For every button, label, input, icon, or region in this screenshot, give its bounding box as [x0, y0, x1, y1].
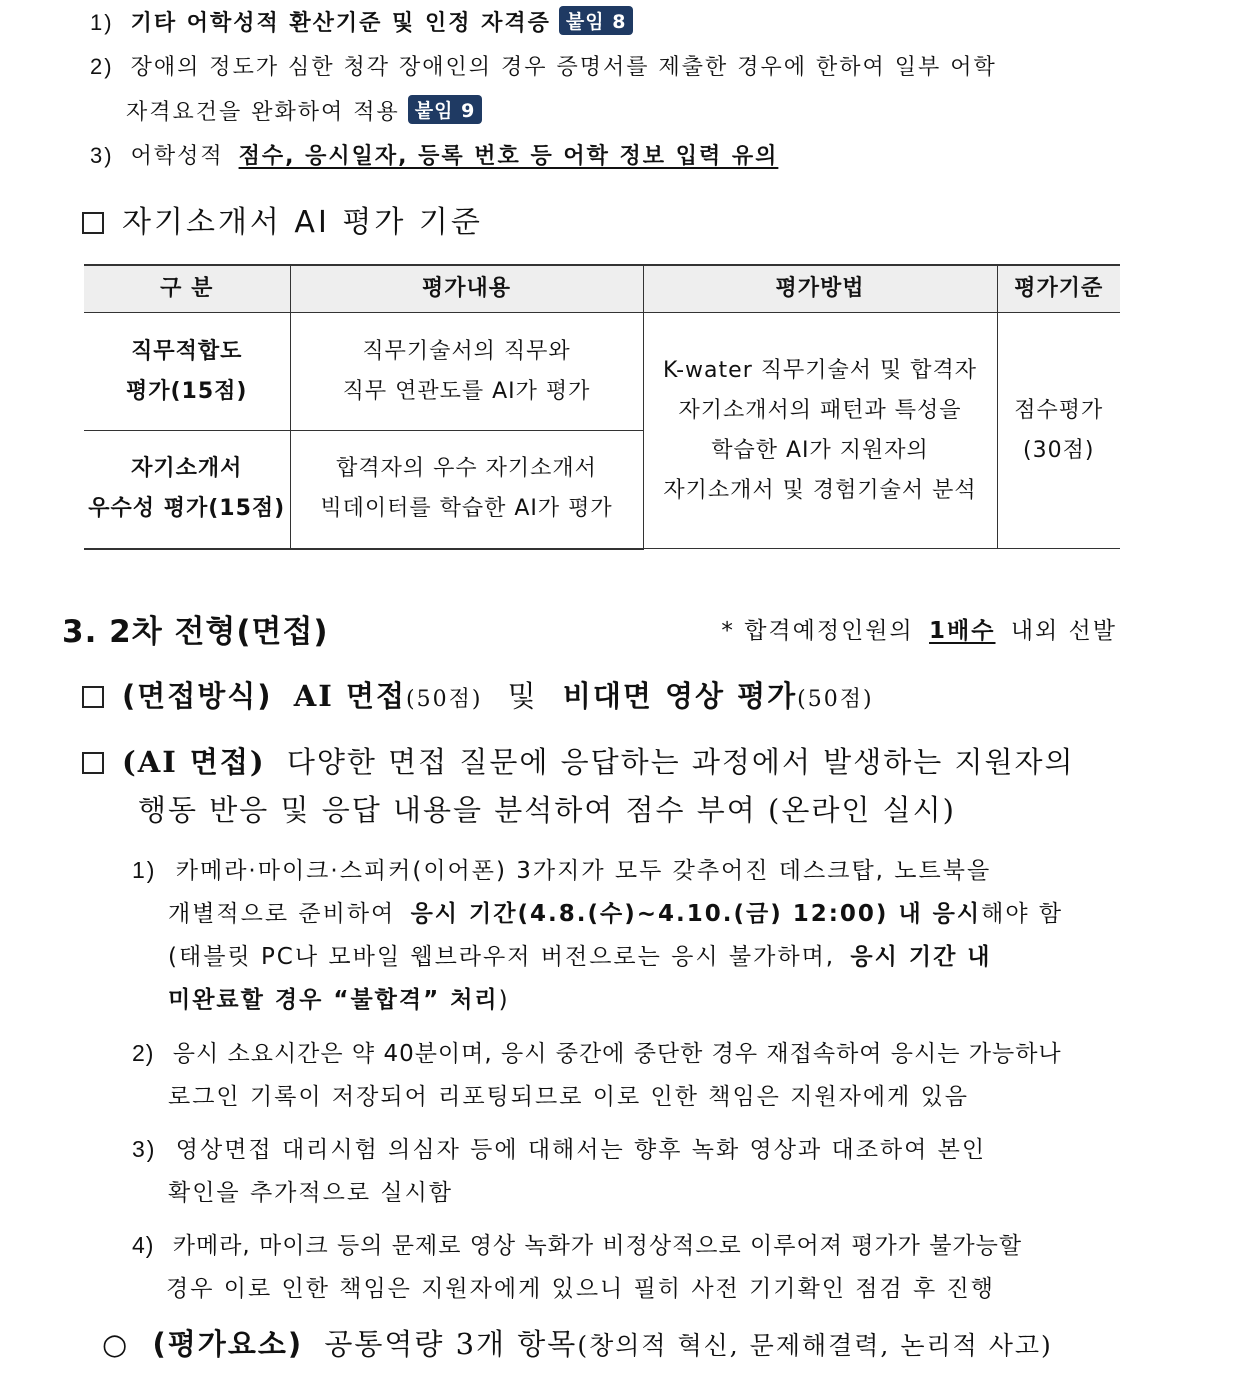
row-category	[84, 431, 290, 549]
item-line-bold: 응시 기간(4.8.(수)~4.10.(금) 12:00) 내 응시	[410, 901, 982, 927]
checkbox-square-icon	[82, 686, 104, 708]
ai-interview-line2: 행동 반응 및 응답 내용을 분석하여 점수 부여 (온라인 실시)	[138, 793, 956, 827]
item-line: 영상면접 대리시험 의심자 등에 대해서는 향후 녹화 영상과 대조하여 본인	[175, 1137, 987, 1163]
method-line: 학습한 AI가 지원자의	[711, 437, 929, 463]
item-number: 2)	[132, 1040, 155, 1066]
table-row	[84, 313, 1120, 431]
criteria-line: 점수평가	[1014, 397, 1104, 423]
ai-eval-heading	[82, 197, 483, 241]
item-text-line2: 자격요건을 완화하여 적용	[126, 100, 400, 125]
item-text-line1: 장애의 정도가 심한 청각 장애인의 경우 증명서를 제출한 경우에 한하여 일부 어학	[130, 55, 997, 80]
table-header-row	[84, 265, 1120, 313]
item-line-bold: 응시 기간 내	[850, 944, 992, 970]
item-line: (태블릿 PC나 모바일 웹브라우저 버전으로는 응시 불가하며,	[168, 944, 836, 970]
item-line: )	[498, 987, 510, 1013]
content-line: 합격자의 우수 자기소개서	[336, 456, 597, 482]
item-number: 3)	[132, 1136, 157, 1162]
criteria-cell	[997, 313, 1120, 549]
item-line: 로그인 기록이 저장되어 리포팅되므로 이로 인한 책임은 지원자에게 있음	[168, 1084, 970, 1110]
method-cell	[643, 313, 997, 549]
list-item	[132, 1131, 986, 1164]
list-item-cont	[168, 895, 1063, 928]
note-suffix: 내외 선발	[1010, 618, 1117, 644]
item-line: 응시 소요시간은 약 40분이며, 응시 중간에 중단한 경우 재접속하여 응시는 가능하나	[172, 1041, 1062, 1067]
item-prefix: 어학성적	[130, 144, 224, 169]
item-line: 개별적으로 준비하여	[168, 901, 396, 927]
item-number: 1)	[132, 857, 157, 883]
lang-item-3	[90, 139, 778, 170]
method-ai: AI 면접	[293, 679, 406, 713]
row-content	[290, 313, 643, 431]
item-line: 확인을 추가적으로 실시함	[168, 1180, 454, 1206]
method-and: 및	[507, 679, 538, 713]
note-prefix: * 합격예정인원의	[721, 618, 914, 644]
ai-interview-desc	[82, 740, 1075, 781]
category-line: 자기소개서	[131, 456, 243, 482]
checkbox-square-icon	[82, 752, 104, 774]
interview-method	[82, 674, 874, 715]
note-emphasis: 1배수	[929, 618, 996, 644]
factors-label: (평가요소)	[152, 1327, 304, 1361]
item-number: 3)	[90, 143, 114, 168]
row-content	[290, 431, 643, 549]
evaluation-factors	[102, 1322, 1053, 1363]
item-emphasis: 점수, 응시일자, 등록 번호 등 어학 정보 입력 유의	[238, 144, 779, 169]
header-content: 평가내용	[290, 265, 643, 313]
list-item	[132, 1227, 1022, 1260]
method-line: 자기소개서 및 경험기술서 분석	[663, 477, 977, 503]
item-line: 경우 이로 인한 책임은 지원자에게 있으니 필히 사전 기기확인 점검 후 진행	[166, 1276, 995, 1302]
method-video-points: (50점)	[797, 687, 874, 712]
category-line: 평가(15점)	[126, 378, 248, 404]
item-number: 1)	[90, 10, 114, 35]
ai-interview-label: (AI 면접)	[122, 745, 266, 779]
header-method: 평가방법	[643, 265, 997, 313]
checkbox-square-icon	[82, 212, 104, 234]
item-line: 해야 함	[981, 901, 1064, 927]
list-item	[132, 1035, 1062, 1068]
item-text: 기타 어학성적 환산기준 및 인정 자격증	[130, 11, 551, 36]
content-line: 빅데이터를 학습한 AI가 평가	[320, 496, 613, 522]
item-line: 카메라·마이크·스피커(이어폰) 3가지가 모두 갖추어진 데스크탑, 노트북을	[175, 858, 992, 884]
method-label: (면접방식)	[122, 679, 273, 713]
list-item-cont	[168, 981, 510, 1014]
method-line: K-water 직무기술서 및 합격자	[663, 357, 977, 383]
lang-item-1	[90, 6, 633, 37]
factors-text: 공통역량 3개 항목	[324, 1327, 578, 1361]
attachment-badge[interactable]: 붙임 9	[408, 95, 483, 124]
ai-eval-table	[84, 264, 1120, 550]
category-line: 직무적합도	[131, 338, 243, 364]
content-line: 직무기술서의 직무와	[362, 338, 571, 364]
item-number: 2)	[90, 54, 114, 79]
lang-item-2	[90, 50, 997, 81]
category-line: 우수성 평가(15점)	[88, 496, 286, 522]
section-title: 3. 2차 전형(면접)	[62, 614, 329, 650]
criteria-line: (30점)	[1023, 437, 1095, 463]
method-line: 자기소개서의 패턴과 특성을	[678, 397, 962, 423]
ai-interview-line1: 다양한 면접 질문에 응답하는 과정에서 발생하는 지원자의	[286, 745, 1075, 779]
list-item-cont	[168, 938, 992, 971]
list-item	[132, 852, 991, 885]
item-line-bold: 미완료할 경우 “불합격” 처리	[168, 987, 499, 1013]
item-line: 카메라, 마이크 등의 문제로 영상 녹화가 비정상적으로 이루어져 평가가 불가능할	[172, 1233, 1023, 1259]
circle-bullet-icon: ○	[102, 1327, 130, 1361]
content-line: 직무 연관도를 AI가 평가	[342, 378, 591, 404]
factors-detail: (창의적 혁신, 문제해결력, 논리적 사고)	[577, 1331, 1053, 1360]
header-criteria: 평가기준	[997, 265, 1120, 313]
selection-note	[721, 612, 1117, 645]
item-number: 4)	[132, 1232, 155, 1258]
row-category	[84, 313, 290, 431]
attachment-badge[interactable]: 붙임 8	[559, 6, 634, 35]
heading-text: 자기소개서 AI 평가 기준	[122, 205, 483, 240]
header-category: 구 분	[84, 265, 290, 313]
method-video: 비대면 영상 평가	[562, 679, 798, 713]
lang-item-2-cont	[126, 95, 482, 126]
method-ai-points: (50점)	[406, 687, 483, 712]
